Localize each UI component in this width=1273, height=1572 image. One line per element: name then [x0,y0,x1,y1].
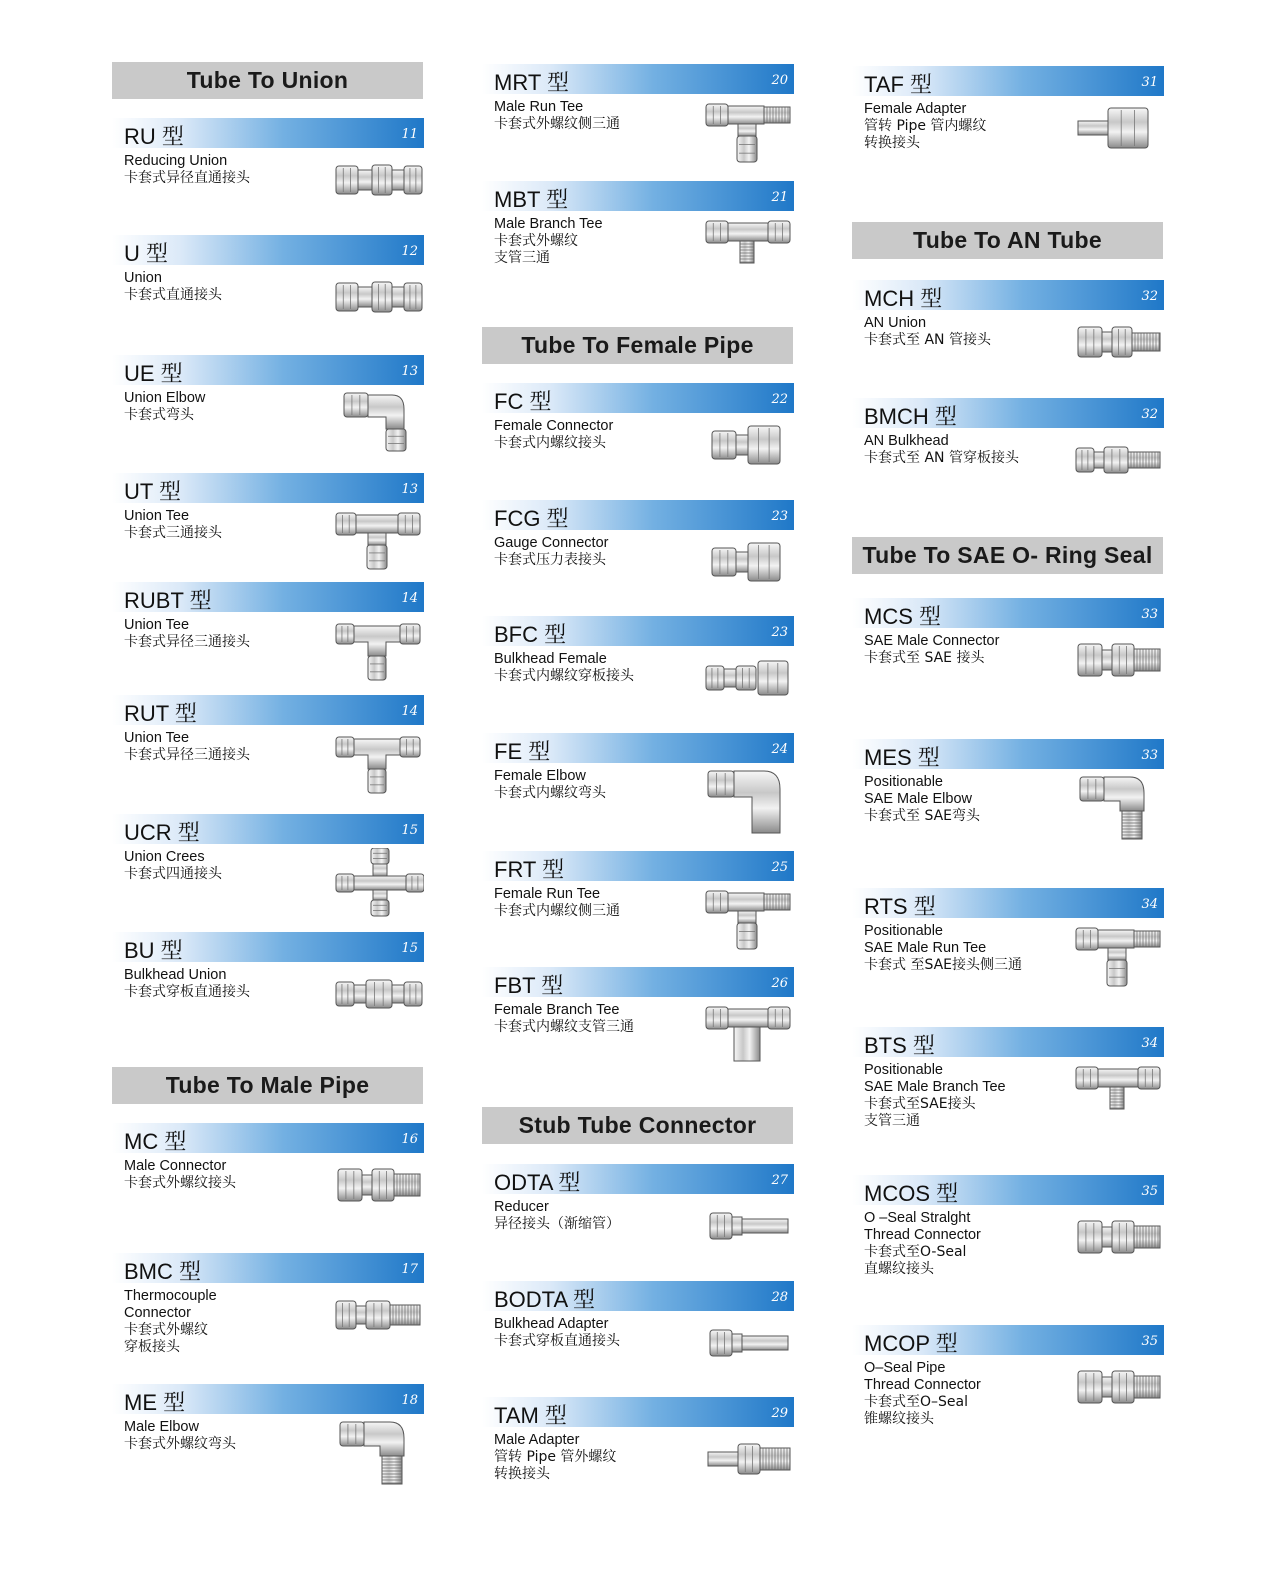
entry-title-bar [482,616,794,646]
catalog-entry [112,1253,424,1363]
description-line: 卡套式至 SAE 接头 [864,650,985,666]
description-line: Male Adapter [494,1432,580,1448]
entry-title-bar [112,932,424,962]
section-header-tube-to-female-pipe: Tube To Female Pipe [482,327,793,364]
entry-description [124,508,222,542]
female-run-tee-fitting-icon [704,885,794,955]
entry-description [124,270,222,304]
entry-description [864,1062,1006,1130]
catalog-entry [852,598,1164,708]
model-code: MES 型 [864,745,940,770]
description-line: Thread Connector [864,1227,981,1243]
female-branch-tee-fitting-icon [704,1001,794,1071]
description-line: Union Tee [124,508,190,524]
entry-title-bar [112,695,424,725]
entry-description [864,1360,981,1428]
bulkhead-female-fitting-icon [704,650,794,720]
page-number: 24 [771,742,788,757]
description-line: 管转 Pipe 管外螺纹 [494,1449,617,1465]
entry-title-bar [482,500,794,530]
entry-title-bar [112,582,424,612]
description-line: SAE Male Branch Tee [864,1079,1006,1095]
entry-description [494,1199,620,1233]
section-header-tube-to-male-pipe: Tube To Male Pipe [112,1067,423,1104]
description-line: 锥螺纹接头 [864,1411,934,1427]
entry-description [124,849,222,883]
description-line: Union Elbow [124,390,206,406]
entry-description [124,390,205,424]
entry-description [124,1158,236,1192]
page-number: 34 [1141,1036,1158,1051]
description-line: 卡套式外螺纹弯头 [124,1436,236,1452]
page-number: 28 [771,1290,788,1305]
entry-description [124,730,250,764]
entry-title-bar [482,64,794,94]
page-number: 14 [401,591,418,606]
catalog-entry [482,1397,794,1507]
page-number: 14 [401,704,418,719]
entry-description [864,923,1022,974]
entry-description [494,535,608,569]
entry-description [494,216,603,267]
sae-male-branch-tee-fitting-icon [1074,1061,1164,1131]
description-line: Union Crees [124,849,205,865]
catalog-entry [482,1281,794,1391]
description-line: Bulkhead Adapter [494,1316,609,1332]
description-line: 转换接头 [864,135,920,151]
catalog-entry [482,383,794,493]
entry-title-bar [482,383,794,413]
sae-male-elbow-fitting-icon [1074,773,1164,843]
description-line: 卡套式外螺纹侧三通 [494,116,620,132]
page-number: 33 [1141,607,1158,622]
description-line: 卡套式外螺纹 [124,1322,208,1338]
description-line: 卡套式直通接头 [124,287,222,303]
page-number: 32 [1141,289,1158,304]
page-number: 35 [1141,1184,1158,1199]
description-line: 卡套式弯头 [124,407,194,423]
entry-title-bar [852,598,1164,628]
description-line: 卡套式异径三通接头 [124,634,250,650]
description-line: Male Run Tee [494,99,584,115]
entry-description [864,1210,981,1278]
entry-title-bar [852,1325,1164,1355]
bulkhead-adapter-fitting-icon [704,1315,794,1385]
model-code: RU 型 [124,124,184,149]
gauge-connector-fitting-icon [704,534,794,604]
page-number: 33 [1141,748,1158,763]
description-line: 支管三通 [494,250,550,266]
page-number: 21 [771,190,788,205]
model-code: FC 型 [494,389,552,414]
page-number: 22 [771,392,788,407]
page-number: 17 [401,1262,418,1277]
model-code: MCH 型 [864,286,943,311]
catalog-entry [482,64,794,174]
entry-title-bar [112,1253,424,1283]
union-tee-fitting-icon [334,507,424,577]
description-line: 管转 Pipe 管内螺纹 [864,118,987,134]
description-line: O–Seal Pipe [864,1360,946,1376]
model-code: U 型 [124,241,169,266]
description-line: Connector [124,1305,191,1321]
description-line: Female Run Tee [494,886,601,902]
entry-description [494,1432,616,1483]
model-code: MC 型 [124,1129,187,1154]
model-code: RUBT 型 [124,588,212,613]
catalog-entry [112,235,424,345]
model-code: MRT 型 [494,70,569,95]
entry-description [494,651,634,685]
entry-title-bar [852,888,1164,918]
description-line: 卡套式外螺纹接头 [124,1175,236,1191]
reducer-fitting-icon [704,1198,794,1268]
section-header-tube-to-sae-o-ring-seal: Tube To SAE O- Ring Seal [852,537,1163,574]
model-code: UT 型 [124,479,182,504]
entry-title-bar [482,1164,794,1194]
entry-description [124,153,250,187]
o-seal-pipe-connector-fitting-icon [1074,1359,1164,1429]
description-line: 卡套式至 AN 管穿板接头 [864,450,1019,466]
entry-title-bar [852,739,1164,769]
union-elbow-fitting-icon [334,389,424,459]
model-code: FE 型 [494,739,551,764]
sae-male-run-tee-fitting-icon [1074,922,1164,992]
catalog-entry [112,582,424,692]
description-line: Positionable [864,923,943,939]
entry-title-bar [482,733,794,763]
description-line: Gauge Connector [494,535,609,551]
bulkhead-union-fitting-icon [334,966,424,1036]
page-number: 34 [1141,897,1158,912]
catalog-entry [112,1123,424,1233]
entry-description [124,1288,217,1356]
catalog-entry [852,398,1164,508]
model-code: BU 型 [124,938,183,963]
description-line: SAE Male Run Tee [864,940,987,956]
page-number: 32 [1141,407,1158,422]
page-number: 23 [771,625,788,640]
union-fitting-icon [334,269,424,339]
description-line: 卡套式至SAE接头 [864,1096,976,1112]
entry-title-bar [852,66,1164,96]
model-code: MCS 型 [864,604,942,629]
description-line: Reducing Union [124,153,228,169]
catalog-entry [852,1175,1164,1285]
description-line: Female Branch Tee [494,1002,620,1018]
model-code: MBT 型 [494,187,569,212]
entry-title-bar [482,181,794,211]
female-elbow-fitting-icon [704,767,794,837]
description-line: 卡套式压力表接头 [494,552,606,568]
entry-title-bar [112,118,424,148]
entry-title-bar [112,473,424,503]
catalog-entry [852,1325,1164,1435]
description-line: SAE Male Elbow [864,791,972,807]
model-code: ME 型 [124,1390,186,1415]
male-run-tee-fitting-icon [704,98,794,168]
description-line: SAE Male Connector [864,633,1000,649]
description-line: 支管三通 [864,1113,920,1129]
page-number: 15 [401,941,418,956]
catalog-entry [852,739,1164,849]
catalog-entry [852,280,1164,390]
section-header-tube-to-union: Tube To Union [112,62,423,99]
description-line: 卡套式三通接头 [124,525,222,541]
description-line: 卡套式 至SAE接头侧三通 [864,957,1023,973]
description-line: 卡套式内螺纹穿板接头 [494,668,634,684]
entry-title-bar [112,355,424,385]
entry-title-bar [112,1123,424,1153]
model-code: ODTA 型 [494,1170,581,1195]
section-header-stub-tube-connector: Stub Tube Connector [482,1107,793,1144]
page-number: 27 [771,1173,788,1188]
page-number: 29 [771,1406,788,1421]
model-code: BMCH 型 [864,404,957,429]
description-line: 异径接头（渐缩管） [494,1216,620,1232]
catalog-entry [482,616,794,726]
male-elbow-fitting-icon [334,1418,424,1488]
description-line: 卡套式至 SAE弯头 [864,808,981,824]
entry-description [864,315,991,349]
catalog-entry [852,1027,1164,1137]
description-line: 转换接头 [494,1466,550,1482]
male-connector-fitting-icon [334,1157,424,1227]
description-line: 卡套式内螺纹支管三通 [494,1019,634,1035]
model-code: BODTA 型 [494,1287,596,1312]
description-line: Female Elbow [494,768,586,784]
catalog-entry [112,695,424,805]
model-code: FCG 型 [494,506,569,531]
description-line: Female Connector [494,418,614,434]
description-line: 卡套式至O-Seal [864,1244,967,1260]
entry-title-bar [852,1175,1164,1205]
page-number: 13 [401,482,418,497]
entry-description [124,967,250,1001]
entry-description [864,433,1019,467]
catalog-entry [482,851,794,961]
male-adapter-fitting-icon [704,1431,794,1501]
description-line: Thread Connector [864,1377,981,1393]
page-number: 26 [771,976,788,991]
entry-title-bar [482,1281,794,1311]
catalog-entry [852,66,1164,176]
page-number: 20 [771,73,788,88]
model-code: UCR 型 [124,820,200,845]
reducing-branch-tee-fitting-icon [334,616,424,686]
catalog-entry [482,181,794,291]
page-number: 13 [401,364,418,379]
o-seal-straight-connector-fitting-icon [1074,1209,1164,1279]
description-line: Female Adapter [864,101,967,117]
entry-title-bar [852,398,1164,428]
male-branch-tee-fitting-icon [704,215,794,285]
catalog-entry [482,733,794,843]
description-line: 卡套式内螺纹接头 [494,435,606,451]
female-connector-fitting-icon [704,417,794,487]
page-number: 25 [771,860,788,875]
model-code: RUT 型 [124,701,197,726]
model-code: FRT 型 [494,857,565,882]
entry-description [124,617,250,651]
model-code: MCOS 型 [864,1181,959,1206]
description-line: 卡套式穿板直通接头 [124,984,250,1000]
description-line: 卡套式至 AN 管接头 [864,332,991,348]
an-bulkhead-fitting-icon [1074,432,1164,502]
page-number: 12 [401,244,418,259]
description-line: AN Union [864,315,927,331]
page-number: 15 [401,823,418,838]
description-line: 卡套式穿板直通接头 [494,1333,620,1349]
entry-description [494,886,620,920]
catalog-entry [482,1164,794,1274]
description-line: Thermocouple [124,1288,217,1304]
entry-title-bar [112,814,424,844]
section-header-tube-to-an-tube: Tube To AN Tube [852,222,1163,259]
entry-description [494,768,606,802]
model-code: BMC 型 [124,1259,202,1284]
description-line: Bulkhead Female [494,651,607,667]
entry-title-bar [852,1027,1164,1057]
female-adapter-fitting-icon [1074,100,1164,170]
page-number: 18 [401,1393,418,1408]
description-line: 卡套式至O–Seal [864,1394,968,1410]
description-line: 卡套式四通接头 [124,866,222,882]
model-code: BTS 型 [864,1033,935,1058]
page-number: 31 [1141,75,1158,90]
model-code: UE 型 [124,361,183,386]
description-line: 卡套式内螺纹侧三通 [494,903,620,919]
description-line: 穿板接头 [124,1339,180,1355]
description-line: Positionable [864,774,943,790]
catalog-entry [482,967,794,1077]
model-code: BFC 型 [494,622,567,647]
catalog-entry [112,473,424,583]
entry-title-bar [112,1384,424,1414]
description-line: 卡套式异径三通接头 [124,747,250,763]
description-line: Union [124,270,162,286]
union-cross-fitting-icon [334,848,424,918]
thermocouple-connector-fitting-icon [334,1287,424,1357]
description-line: 卡套式外螺纹 [494,233,578,249]
description-line: 直螺纹接头 [864,1261,934,1277]
description-line: Bulkhead Union [124,967,227,983]
catalog-entry [852,888,1164,998]
catalog-entry [112,118,424,228]
description-line: O –Seal Stralght [864,1210,971,1226]
description-line: Reducer [494,1199,549,1215]
model-code: TAM 型 [494,1403,567,1428]
sae-male-connector-fitting-icon [1074,632,1164,702]
model-code: RTS 型 [864,894,936,919]
catalog-entry [112,814,424,924]
catalog-entry [112,932,424,1042]
description-line: Male Elbow [124,1419,199,1435]
reducing-run-tee-fitting-icon [334,729,424,799]
entry-description [494,1316,620,1350]
entry-title-bar [482,1397,794,1427]
entry-description [494,1002,634,1036]
catalog-entry [112,355,424,465]
entry-description [494,418,613,452]
entry-title-bar [482,967,794,997]
entry-title-bar [852,280,1164,310]
entry-description [864,633,999,667]
entry-description [494,99,620,133]
model-code: FBT 型 [494,973,564,998]
entry-description [864,101,986,152]
entry-description [124,1419,236,1453]
page-number: 11 [401,127,418,142]
description-line: Union Tee [124,730,190,746]
entry-title-bar [112,235,424,265]
entry-title-bar [482,851,794,881]
an-union-fitting-icon [1074,314,1164,384]
page-number: 23 [771,509,788,524]
description-line: 卡套式内螺纹弯头 [494,785,606,801]
description-line: 卡套式异径直通接头 [124,170,250,186]
model-code: TAF 型 [864,72,933,97]
page-number: 16 [401,1132,418,1147]
model-code: MCOP 型 [864,1331,958,1356]
description-line: Male Branch Tee [494,216,603,232]
description-line: AN Bulkhead [864,433,949,449]
entry-description [864,774,980,825]
description-line: Union Tee [124,617,190,633]
catalog-entry [112,1384,424,1494]
reducing-union-fitting-icon [334,152,424,222]
description-line: Male Connector [124,1158,227,1174]
description-line: Positionable [864,1062,943,1078]
catalog-entry [482,500,794,610]
page-number: 35 [1141,1334,1158,1349]
